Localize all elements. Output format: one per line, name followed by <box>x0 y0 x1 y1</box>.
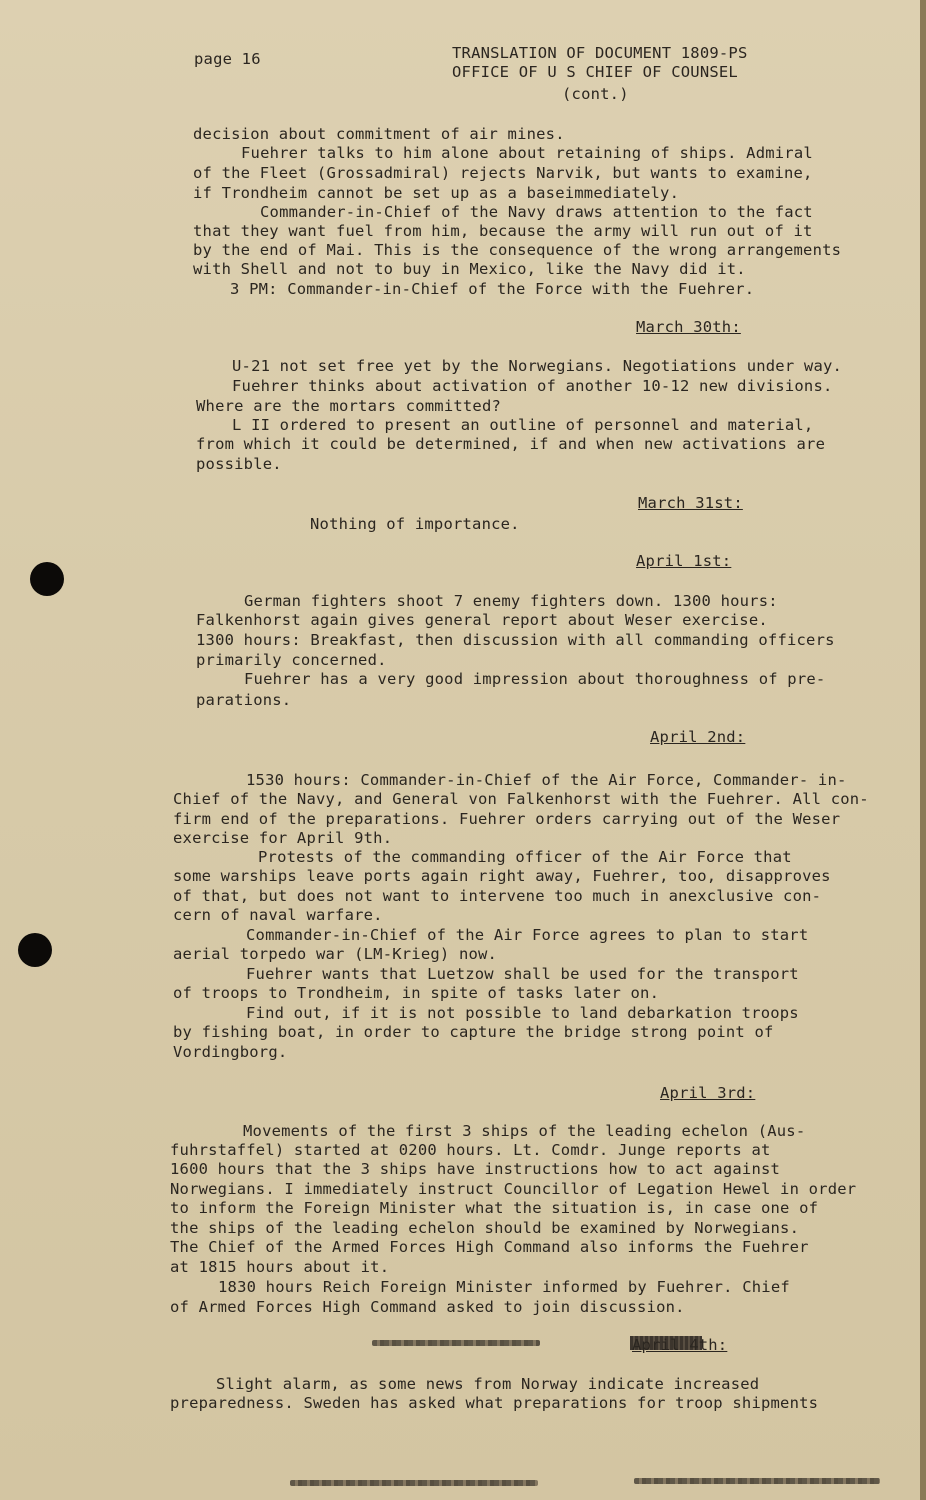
date-heading: April 4th: <box>632 1336 728 1354</box>
text-line: 1300 hours: Breakfast, then discussion with all commanding officers <box>196 631 835 649</box>
text-line: exercise for April 9th. <box>173 829 393 847</box>
text-line: Falkenhorst again gives general report about Weser exercise. <box>196 611 768 629</box>
text-line: 1530 hours: Commander-in-Chief of the Air Force, Commander- in- <box>246 771 847 789</box>
text-line: German fighters shoot 7 enemy fighters down. 1300 hours: <box>244 592 778 610</box>
text-line: Commander-in-Chief of the Navy draws attention to the fact <box>260 203 813 221</box>
paper-edge <box>920 0 926 1500</box>
text-line: Fuehrer wants that Luetzow shall be used for the transport <box>246 965 799 983</box>
date-heading: March 31st: <box>638 494 743 512</box>
text-line: of Armed Forces High Command asked to join discussion. <box>170 1298 685 1316</box>
text-line: preparedness. Sweden has asked what preparations for troop shipments <box>170 1394 819 1412</box>
text-line: with Shell and not to buy in Mexico, like the Navy did it. <box>193 260 746 278</box>
text-line: primarily concerned. <box>196 651 387 669</box>
continued-label: (cont.) <box>562 85 629 103</box>
text-line: 1600 hours that the 3 ships have instructions how to act against <box>170 1160 781 1178</box>
text-line: Fuehrer talks to him alone about retaining of ships. Admiral <box>241 144 813 162</box>
text-line: Protests of the commanding officer of the Air Force that <box>258 848 792 866</box>
page-number: page 16 <box>194 50 261 68</box>
text-line: Commander-in-Chief of the Air Force agrees to plan to start <box>246 926 809 944</box>
text-line: fuhrstaffel) started at 0200 hours. Lt. Comdr. Junge reports at <box>170 1141 771 1159</box>
text-line: possible. <box>196 455 282 473</box>
text-line: Fuehrer thinks about activation of another 10-12 new divisions. <box>232 377 833 395</box>
text-line: 3 PM: Commander-in-Chief of the Force with the Fuehrer. <box>230 280 755 298</box>
text-line: L II ordered to present an outline of personnel and material, <box>232 416 814 434</box>
text-line: if Trondheim cannot be set up as a baseimmediately. <box>193 184 680 202</box>
text-line: Slight alarm, as some news from Norway indicate increased <box>216 1375 760 1393</box>
text-line: from which it could be determined, if and when new activations are <box>196 435 826 453</box>
punch-hole-icon <box>30 562 64 596</box>
text-line: cern of naval warfare. <box>173 906 383 924</box>
ink-smudge <box>372 1340 540 1346</box>
text-line: by fishing boat, in order to capture the bridge strong point of <box>173 1023 774 1041</box>
text-line: Chief of the Navy, and General von Falkenhorst with the Fuehrer. All con- <box>173 790 869 808</box>
punch-hole-icon <box>18 933 52 967</box>
text-line: Find out, if it is not possible to land debarkation troops <box>246 1004 799 1022</box>
ink-smudge <box>634 1478 880 1484</box>
text-line: of troops to Trondheim, in spite of tasks later on. <box>173 984 660 1002</box>
text-line: at 1815 hours about it. <box>170 1258 390 1276</box>
text-line: of the Fleet (Grossadmiral) rejects Narvik, but wants to examine, <box>193 164 813 182</box>
text-line: aerial torpedo war (LM-Krieg) now. <box>173 945 498 963</box>
date-heading: April 1st: <box>636 552 732 570</box>
text-line: to inform the Foreign Minister what the situation is, in case one of <box>170 1199 819 1217</box>
text-line: Norwegians. I immediately instruct Councillor of Legation Hewel in order <box>170 1180 857 1198</box>
text-line: some warships leave ports again right away, Fuehrer, too, disapproves <box>173 867 831 885</box>
text-line: of that, but does not want to intervene too much in anexclusive con- <box>173 887 822 905</box>
text-line: by the end of Mai. This is the consequence of the wrong arrangements <box>193 241 842 259</box>
text-line: 1830 hours Reich Foreign Minister informed by Fuehrer. Chief <box>218 1278 790 1296</box>
text-line: decision about commitment of air mines. <box>193 125 565 143</box>
text-line: firm end of the preparations. Fuehrer orders carrying out of the Weser <box>173 810 841 828</box>
text-line: the ships of the leading echelon should be examined by Norwegians. <box>170 1219 800 1237</box>
ink-smudge <box>290 1480 538 1486</box>
text-line: parations. <box>196 691 292 709</box>
text-line: that they want fuel from him, because the army will run out of it <box>193 222 813 240</box>
date-heading: March 30th: <box>636 318 741 336</box>
text-line: U-21 not set free yet by the Norwegians. Negotiations under way. <box>232 357 843 375</box>
date-heading: April 2nd: <box>650 728 746 746</box>
date-heading: April 3rd: <box>660 1084 756 1102</box>
document-title: TRANSLATION OF DOCUMENT 1809-PS <box>452 44 748 62</box>
text-line: Movements of the first 3 ships of the leading echelon (Aus- <box>243 1122 806 1140</box>
text-line: Fuehrer has a very good impression about thoroughness of pre- <box>244 670 826 688</box>
text-line: The Chief of the Armed Forces High Command also informs the Fuehrer <box>170 1238 809 1256</box>
text-line: Nothing of importance. <box>310 515 520 533</box>
text-line: Vordingborg. <box>173 1043 288 1061</box>
office-title: OFFICE OF U S CHIEF OF COUNSEL <box>452 63 738 81</box>
text-line: Where are the mortars committed? <box>196 397 502 415</box>
